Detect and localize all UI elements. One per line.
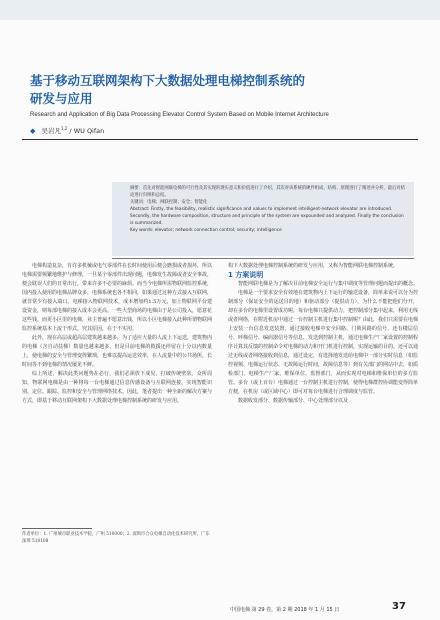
- author-affiliation-marker: 1,2: [60, 126, 68, 131]
- header-band: [0, 0, 440, 20]
- english-title: Research and Application of Big Data Processing Elevator Control System Based on Mobile Internet Architecture: [30, 112, 329, 118]
- left-paragraph: 电梯构造复杂，有许多机械或电气零部件在长时间使用后便会磨损或者损坏，所以电梯需要频繁地维护与修理，一旦某个零部件出现问题，电梯发生故障或者安全事故，便会耽误人们的日常出行，带来许多不必要的麻烦。而当今电梯所需物联网监控系统，国内投入使用的电梯品牌众多，电梯系统也各不相同，如果通过这种方式接入互联网，就非常少有接入端口。电梯接入物联网技术，成本增加约1.5万元，加上物联网平台建设资金，则每部电梯的接入成本会更高。一些大型商场的电梯由于是公司投入，愿意花这些钱，而更小区里的电梯，业主普遍不愿意出钱，所以小区电梯接入此种所谓物联网监控系统基本上流于形式，究其原因，在于不实用。: [22, 263, 212, 332]
- keywords-zh: 关键词：电梯；网联控制；安全；智能化: [130, 200, 208, 205]
- page-number: 37: [392, 601, 406, 612]
- abstract-en: Abstract: Firstly, the feasibility, realistic significance and values to implement intelligent-network elevator are introduced. Secondly, the hardware composition, structure and principle of the system are expounded and analyzed. Finally the conclusion is summarized.: [130, 207, 404, 226]
- abstract-box: [112, 182, 414, 256]
- left-paragraph: 此外，现在高层或超高层建筑越来越多，为了适应大量的人流上下运送，建筑物内的电梯（含自动扶梯）数量也越来越多，但是目前电梯的救援还停留在十分以内数量上，使电梯的安全与管理变得繁琐，也难以提高运送效率，在人流量中的公共场所，长时间等不到电梯的情况屡见不鲜。: [22, 335, 212, 368]
- journal-footer: 中国电梯 第 29 卷，第 2 期 2018 年 1 月 15 日: [230, 607, 340, 613]
- section-heading: 1 方案说明: [228, 271, 264, 279]
- left-paragraph: 综上所述，解决此类问题势在必行，我们必须放下成见，打破传统壁垒。众所周知，物联网电梯是由一种将每一台电梯通过信息传感设备与互联网连接，实现智能识别、定位、跟踪、监控和安全与管理网络技术。因此，笔者提出一种全新的解决方案与方式，即基于移动互联网架构下大数据处理电梯控制系统的研发与应用。: [22, 371, 212, 404]
- author-name-en: WU Qifan: [73, 127, 105, 136]
- title-line-1: 基于移动互联网架构下大数据处理电梯控制系统的: [30, 73, 306, 88]
- right-paragraph: 电梯是一个要求安全有效地在建筑物内上下运行的输送设备，简单来说可以分为控制部分（保证安全的运送目的地）和驱动部分（提供动力），为什么不能把他们分开，却在多台的电梯里设置成功呢，每台电梯只提供动力，把控制部分集中起来，利用无线或者网络，在附近机房中通过一台控制主机进行集中控制呢？由此，我们只需要在电梯上安装一台信息发送装置，通过接收电梯中安全回路、门锁回路的信号，还有楼层信号、呼梯信号、编码器信号等信息，发送到控制主机，通过电梯生产厂家设置的控制程序计算其反馈的控制命令对电梯的动力和开门机进行控制，实现运输的目的。还可以通过无线或者网络接收到信息，通过设定，有选择地发送给电梯中一部分实时信息（如监控视频、电梯运行状态、无故障运行时间，故障信息等）到有关部门的网站中去，如质检部门、电梯生产厂家、维保单位、监督部门，从而实现对电梯和维保单位的多方监管。多台（或上百台）电梯通过一台控制主机进行控制，使得电梯群控协调能变得简单方便，在机房（或区域中心）即可对每台电梯进行合理调度与监管。: [228, 290, 418, 395]
- keywords-en: Key words: elevator; network connection control; security; intelligence: [130, 228, 282, 233]
- diamond-icon: ◆: [30, 127, 36, 136]
- article-title: [30, 72, 410, 108]
- author-separator: /: [69, 127, 74, 136]
- abstract-zh: 摘要：首先对智能网联电梯的可行性及其实现的现实意义和价值进行了介绍，其次对该系统的硬件组成、结构、原理进行了阐述并分析，最后对结论进行归纳和总结。: [130, 186, 405, 198]
- right-paragraph: 数据收发部分、数据传输部分、中心处理部分以及: [238, 398, 349, 404]
- footnote: 作者单位：1. 广州城市职业技术学院，广州 510000；2. 深圳市合众电梯自动化技术研究所，广东深圳 518108: [22, 532, 210, 544]
- left-column: [22, 262, 212, 520]
- author-name: 吴岩凡: [41, 127, 61, 136]
- abstract-divider: [112, 258, 414, 259]
- author-line: [30, 126, 104, 135]
- footnote-divider: [22, 528, 92, 529]
- title-divider: [22, 139, 418, 140]
- title-line-2: 研发与应用: [30, 91, 93, 106]
- right-column: [228, 262, 418, 602]
- right-paragraph: 智能网联电梯是为了解决目前电梯安全运行与集中调度等管理问题而提出的概念。: [238, 281, 418, 287]
- right-intro: 构下大数据处理电梯控制系统的研发与应用，又称为智能网联电梯控制系统。: [228, 263, 399, 269]
